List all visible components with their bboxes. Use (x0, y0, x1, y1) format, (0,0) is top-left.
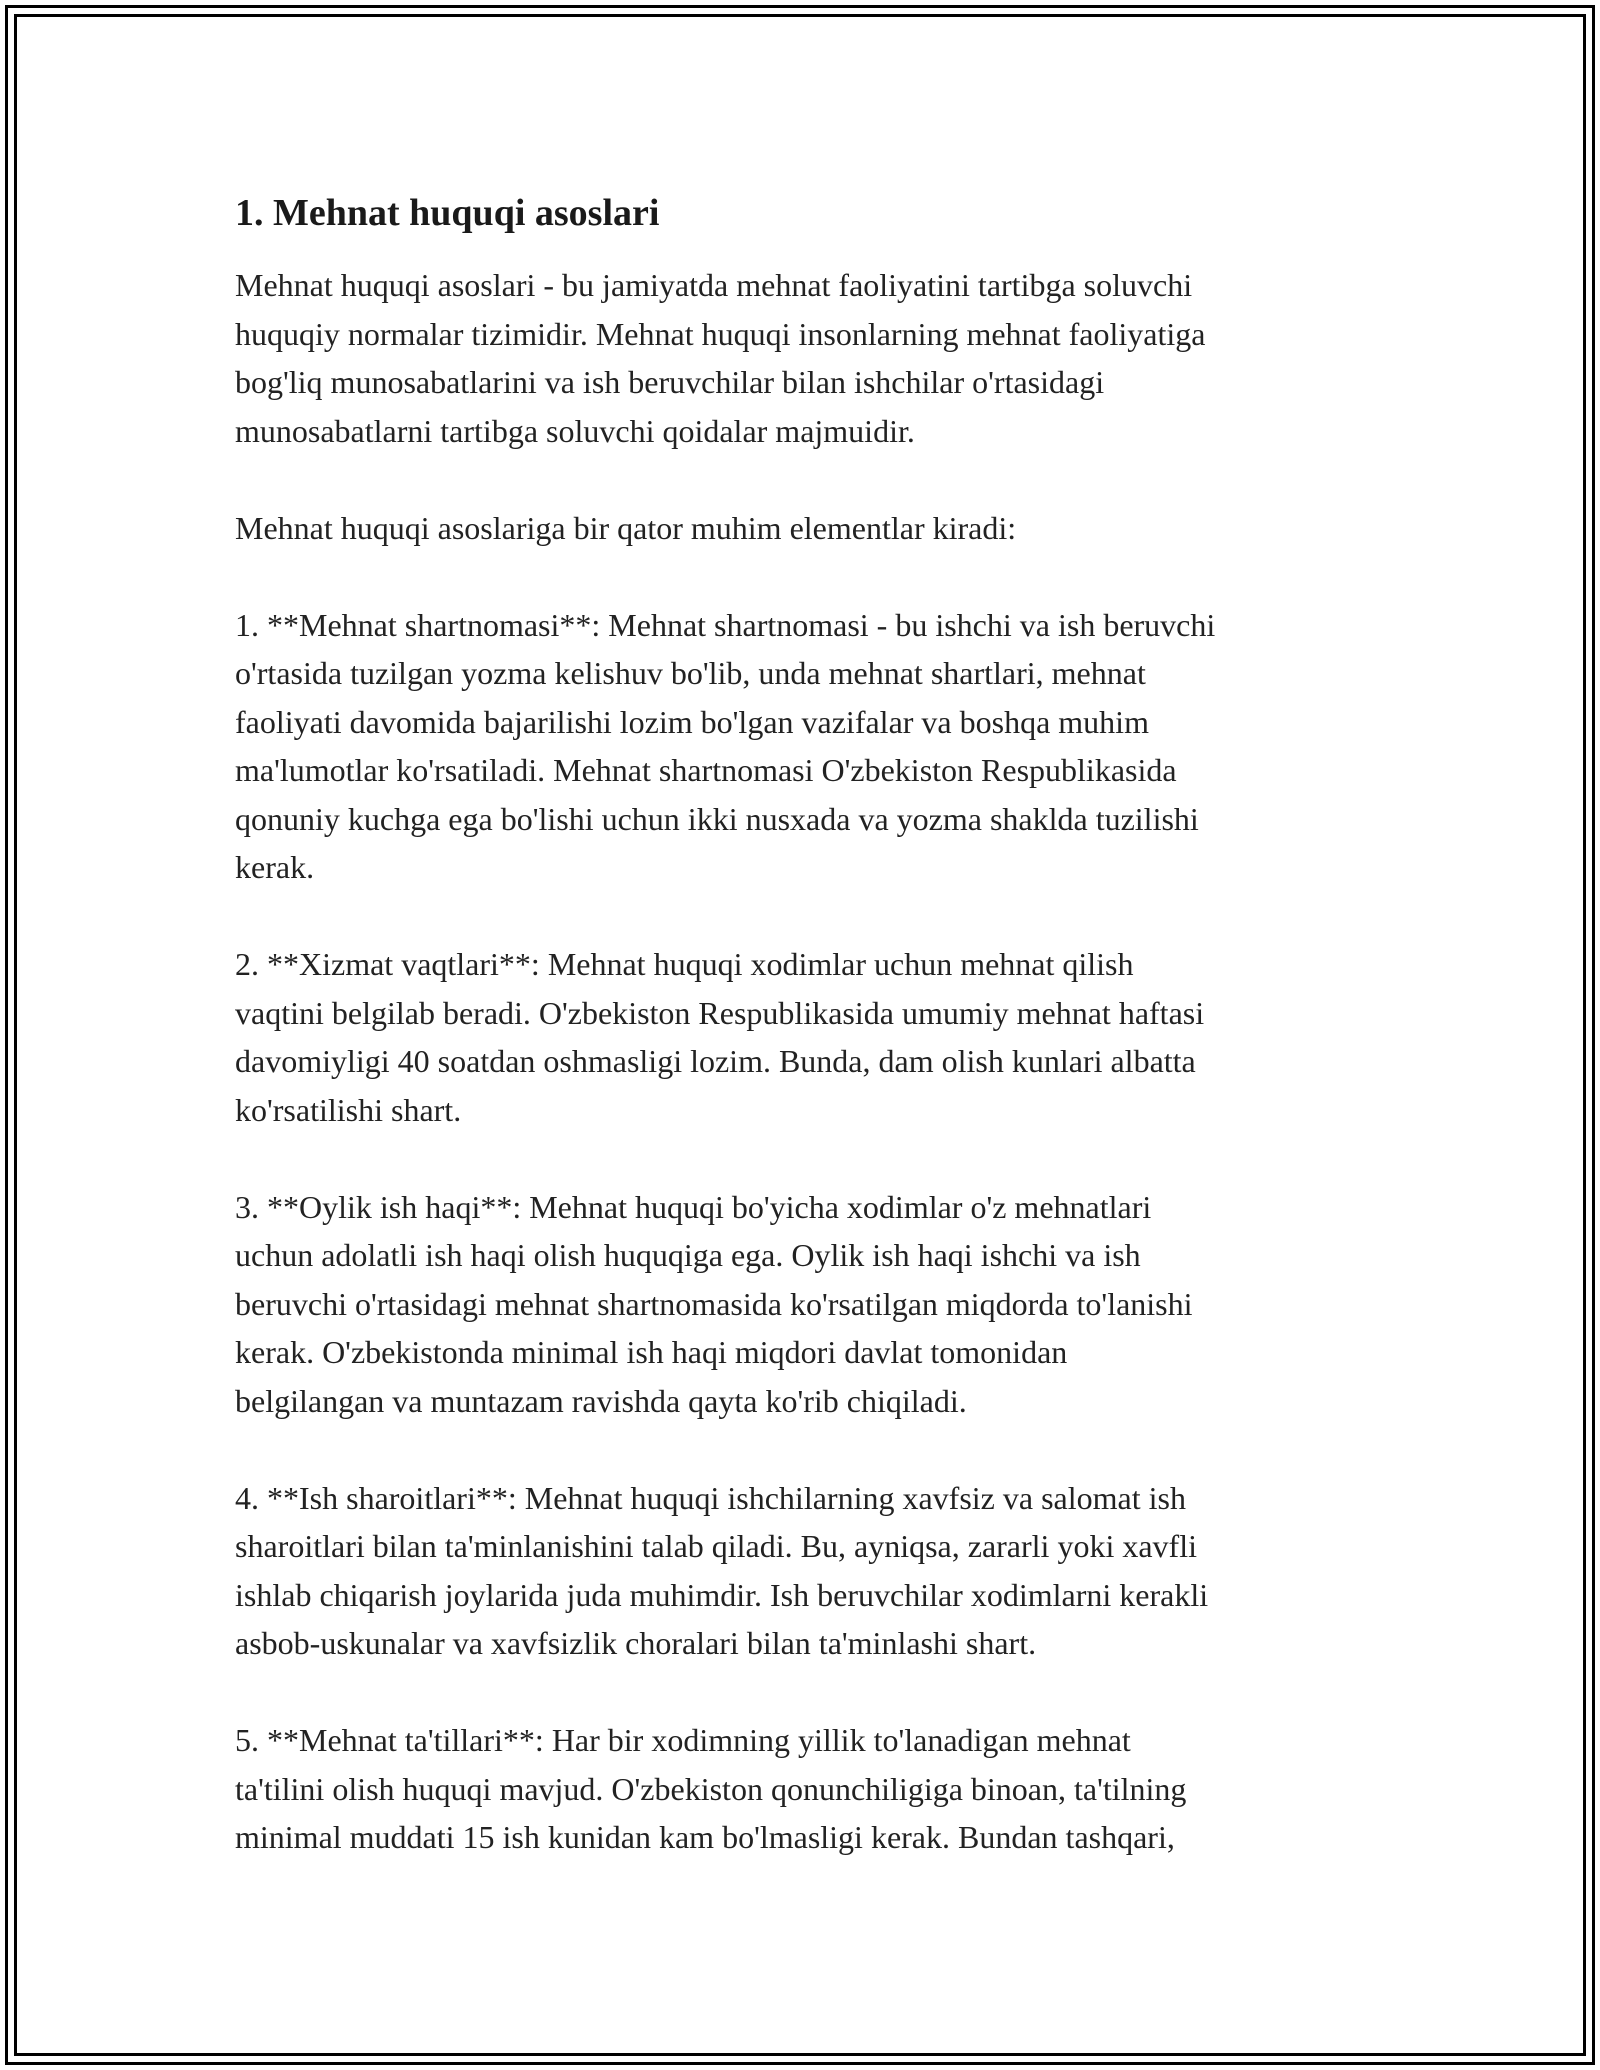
paragraph-intro (235, 261, 1375, 455)
text-line: vaqtini belgilab beradi. O'zbekiston Respublikasida umumiy mehnat haftasi (235, 994, 1205, 1031)
document-body (235, 185, 1375, 1910)
text-line: beruvchi o'rtasidagi mehnat shartnomasida ko'rsatilgan miqdorda to'lanishi (235, 1285, 1193, 1322)
paragraph-elements-intro (235, 504, 1375, 553)
text-line: 4. **Ish sharoitlari**: Mehnat huquqi ishchilarning xavfsiz va salomat ish (235, 1479, 1186, 1516)
paragraph-item-5 (235, 1716, 1375, 1862)
text-line: Mehnat huquqi asoslariga bir qator muhim elementlar kiradi: (235, 509, 1017, 546)
text-line: ma'lumotlar ko'rsatiladi. Mehnat shartnomasi O'zbekiston Respublikasida (235, 752, 1177, 788)
text-line: Mehnat huquqi asoslari - bu jamiyatda mehnat faoliyatini tartibga soluvchi (235, 267, 1193, 303)
text-line: uchun adolatli ish haqi olish huquqiga ega. Oylik ish haqi ishchi va ish (235, 1237, 1141, 1273)
text-line: kerak. (235, 849, 315, 885)
text-line: ta'tilini olish huquqi mavjud. O'zbekiston qonunchiligiga binoan, ta'tilning (235, 1770, 1187, 1807)
text-line: qonuniy kuchga ega bo'lishi uchun ikki nusxada va yozma shaklda tuzilishi (235, 800, 1199, 837)
text-line: huquqiy normalar tizimidir. Mehnat huquqi insonlarning mehnat faoliyatiga (235, 315, 1206, 352)
text-line: ishlab chiqarish joylarida juda muhimdir. Ish beruvchilar xodimlarni kerakli (235, 1576, 1209, 1613)
text-line: belgilangan va muntazam ravishda qayta ko'rib chiqiladi. (235, 1382, 967, 1419)
text-line: 3. **Oylik ish haqi**: Mehnat huquqi bo'yicha xodimlar o'z mehnatlari (235, 1188, 1152, 1225)
paragraph-item-2 (235, 940, 1375, 1134)
text-line: o'rtasida tuzilgan yozma kelishuv bo'lib, unda mehnat shartlari, mehnat (235, 655, 1146, 691)
text-line: munosabatlarni tartibga soluvchi qoidalar majmuidir. (235, 412, 915, 449)
text-line: davomiyligi 40 soatdan oshmasligi lozim. Bunda, dam olish kunlari albatta (235, 1043, 1196, 1079)
text-line: bog'liq munosabatlarini va ish beruvchilar bilan ishchilar o'rtasidagi (235, 364, 1105, 400)
text-line: minimal muddati 15 ish kunidan kam bo'lmasligi kerak. Bundan tashqari, (235, 1819, 1175, 1855)
text-line: sharoitlari bilan ta'minlanishini talab qiladi. Bu, ayniqsa, zararli yoki xavfli (235, 1528, 1197, 1564)
text-line: 2. **Xizmat vaqtlari**: Mehnat huquqi xodimlar uchun mehnat qilish (235, 946, 1134, 982)
paragraph-item-4 (235, 1474, 1375, 1668)
text-line: asbob-uskunalar va xavfsizlik choralari bilan ta'minlashi shart. (235, 1625, 1037, 1661)
paragraph-item-1 (235, 601, 1375, 892)
text-line: 1. **Mehnat shartnomasi**: Mehnat shartnomasi - bu ishchi va ish beruvchi (235, 606, 1216, 643)
text-line: faoliyati davomida bajarilishi lozim bo'lgan vazifalar va boshqa muhim (235, 703, 1149, 740)
text-line: kerak. O'zbekistonda minimal ish haqi miqdori davlat tomonidan (235, 1334, 1068, 1370)
text-line: 5. **Mehnat ta'tillari**: Har bir xodimning yillik to'lanadigan mehnat (235, 1722, 1131, 1758)
text-line: ko'rsatilishi shart. (235, 1091, 462, 1128)
paragraph-item-3 (235, 1183, 1375, 1426)
section-heading: 1. Mehnat huquqi asoslari (235, 192, 660, 234)
